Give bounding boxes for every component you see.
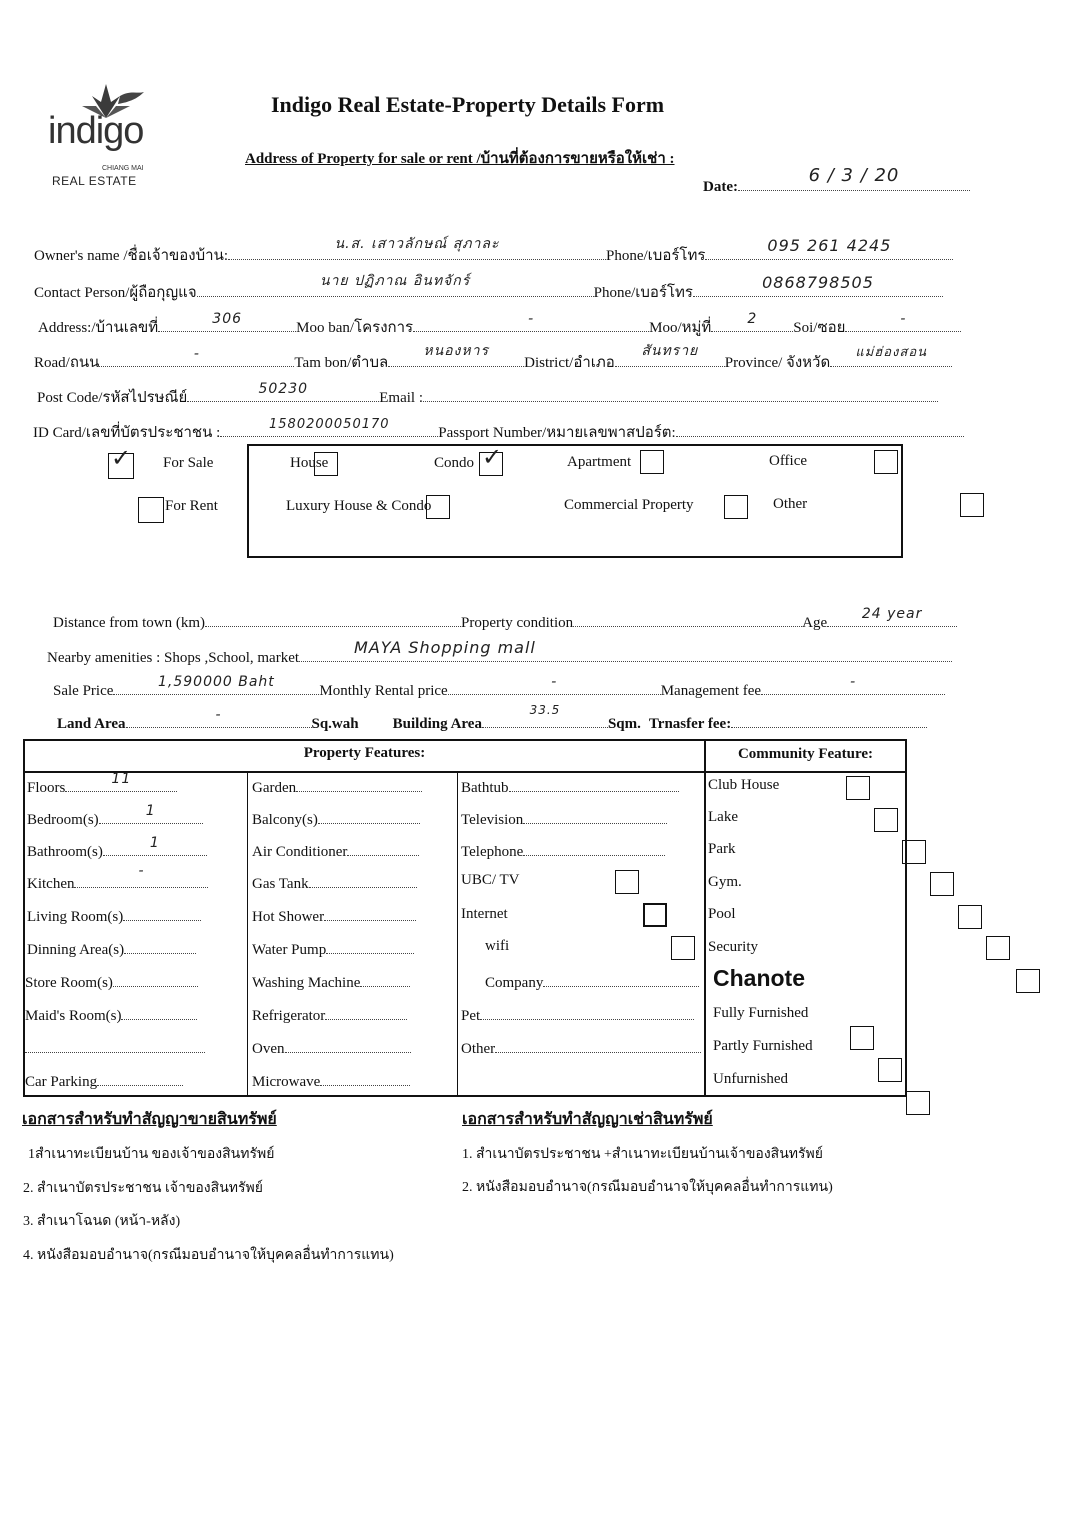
tambon-label: Tam bon/ตำบล [294, 355, 389, 371]
house-label: Address:/บ้านเลขที่ [38, 320, 159, 336]
post-label: Post Code/รหัสไปรษณีย์ [37, 390, 188, 406]
unfurnished-checkbox[interactable] [906, 1091, 930, 1115]
building-value: 33.5 [529, 703, 561, 717]
apartment-type-label: Apartment [567, 454, 632, 470]
logo [46, 80, 166, 190]
logo-line: REAL ESTATE [52, 174, 137, 188]
tambon-field[interactable] [388, 343, 524, 367]
feature-maids-rooms[interactable]: Maid's Room(s) [25, 1005, 197, 1025]
road-label: Road/ถนน [34, 355, 100, 371]
partly-furnished-checkbox[interactable] [878, 1058, 902, 1082]
land-value: - [215, 707, 222, 723]
ubc-tv-checkbox[interactable] [615, 870, 639, 894]
post-field[interactable] [187, 381, 379, 402]
chanote-checkbox[interactable] [1016, 969, 1040, 993]
mgmt-fee-value: - [850, 674, 857, 690]
contact-phone-field[interactable] [693, 273, 943, 297]
feature-other[interactable]: Other [461, 1038, 701, 1058]
feature-company[interactable]: Company [485, 972, 699, 992]
other-checkbox[interactable] [960, 493, 984, 517]
feature-refrigerator[interactable]: Refrigerator [252, 1005, 407, 1025]
land-unit: Sq.wah [311, 716, 359, 732]
amenities-field[interactable] [299, 638, 952, 662]
address-heading: Address of Property for sale or rent /บ้านที่ต้องการขายหรือให้เช่า : [245, 151, 675, 167]
fully-furnished-checkbox[interactable] [850, 1026, 874, 1050]
for-rent-checkbox[interactable] [138, 497, 164, 523]
condo-type-label: Condo [434, 455, 475, 471]
owner-name-value: น.ส. เสาวลักษณ์ สุภาละ [334, 236, 500, 252]
wifi-checkbox[interactable] [671, 936, 695, 960]
feature-car-parking[interactable]: Car Parking [25, 1071, 183, 1091]
condo-checkbox[interactable] [479, 443, 503, 476]
mooban-label: Moo ban/โครงการ [296, 320, 414, 336]
rent-price-field[interactable] [448, 674, 661, 695]
docs-sale-heading: เอกสารสำหรับทำสัญญาขายสินทรัพย์ [22, 1111, 277, 1128]
docs-rent-item-1: 1. สำเนาบัตรประชาชน +สำเนาทะเบียนบ้านเจ้าของสินทรัพย์ [462, 1147, 823, 1162]
pool-checkbox[interactable] [958, 905, 982, 929]
feature-kitchen[interactable]: Kitchen - [27, 873, 208, 893]
feature-water-pump[interactable]: Water Pump [252, 939, 414, 959]
community-features-heading: Community Feature: [737, 746, 874, 762]
check-icon: ✓ [482, 443, 503, 471]
internet-checkbox[interactable] [643, 903, 667, 927]
office-type-label: Office [769, 453, 808, 469]
park-checkbox[interactable] [902, 840, 926, 864]
luxury-type-label: Luxury House & Condo [286, 498, 432, 514]
property-features-heading: Property Features: [303, 745, 426, 761]
logo-city: CHIANG MAI [102, 165, 144, 172]
mgmt-fee-field[interactable] [761, 674, 945, 695]
feature-microwave[interactable]: Microwave [252, 1071, 410, 1091]
community-fully-furnished: Fully Furnished [713, 1005, 809, 1021]
gym-checkbox[interactable] [930, 872, 954, 896]
building-label: Building Area [392, 716, 482, 732]
community-security: Security [708, 939, 758, 955]
land-field[interactable] [126, 707, 312, 728]
docs-sale-item-4: 4. หนังสือมอบอำนาจ(กรณีมอบอำนาจให้บุคคลอื่นทำการแทน) [23, 1248, 394, 1263]
feature-dining-areas[interactable]: Dinning Area(s) [27, 939, 196, 959]
road-row [34, 343, 952, 374]
land-label: Land Area [57, 716, 126, 732]
owner-name-label: Owner's name /ชื่อเจ้าของบ้าน: [34, 248, 228, 264]
post-value: 50230 [258, 381, 309, 397]
club-house-checkbox[interactable] [846, 776, 870, 800]
commercial-type-label: Commercial Property [564, 497, 694, 513]
feature-garden[interactable]: Garden [252, 777, 422, 797]
col3-items [461, 773, 703, 1057]
community-unfurnished: Unfurnished [713, 1071, 788, 1087]
for-sale-checkbox[interactable] [108, 444, 134, 479]
house-value: 306 [212, 311, 243, 327]
check-icon: ✓ [111, 444, 132, 472]
age-label: Age [802, 615, 828, 631]
feature-television[interactable]: Television [461, 809, 667, 829]
owner-row [34, 236, 953, 267]
rent-price-label: Monthly Rental price [319, 683, 448, 699]
email-label: Email : [379, 390, 423, 406]
feature-hot-shower[interactable]: Hot Shower [252, 906, 416, 926]
community-gym: Gym. [708, 874, 742, 890]
date-row [703, 165, 970, 196]
feature-bathtub[interactable]: Bathtub [461, 777, 679, 797]
docs-sale-item-1: 1สำเนาทะเบียนบ้าน ของเจ้าของสินทรัพย์ [28, 1147, 275, 1162]
features-table [23, 739, 916, 1097]
moo-value: 2 [747, 311, 758, 327]
amenities-label: Nearby amenities : Shops ,School, market [47, 650, 300, 666]
feature-blank[interactable] [25, 1038, 205, 1058]
age-value: 24 year [861, 606, 923, 622]
feature-bathrooms[interactable]: Bathroom(s) 1 [27, 841, 207, 861]
col-divider-1 [247, 771, 248, 1097]
col4-items [707, 773, 907, 1087]
contact-label: Contact Person/ผู้ถือกุญแจ [34, 285, 197, 301]
id-value: 1580200050170 [269, 417, 390, 432]
passport-field[interactable] [676, 422, 964, 437]
owner-phone-field[interactable] [705, 236, 953, 260]
feature-oven[interactable]: Oven [252, 1038, 411, 1058]
docs-rent-item-2: 2. หนังสือมอบอำนาจ(กรณีมอบอำนาจให้บุคคลอื่นทำการแทน) [462, 1180, 833, 1195]
docs-sale-item-2: 2. สำเนาบัตรประชาชน เจ้าของสินทรัพย์ [23, 1181, 263, 1196]
date-field[interactable] [738, 165, 970, 191]
id-label: ID Card/เลขที่บัตรประชาชน : [33, 425, 221, 441]
price-row [53, 674, 945, 700]
soi-label: Soi/ซอย [793, 320, 846, 336]
feature-ubc-tv: UBC/ TV [461, 872, 520, 888]
distance-row [53, 606, 957, 632]
distance-label: Distance from town (km) [53, 615, 206, 631]
transfer-label: Trnasfer fee: [648, 716, 732, 732]
rent-price-value: - [551, 674, 558, 690]
contact-phone-value: 0868798505 [762, 273, 874, 292]
contact-value: นาย ปฏิภาณ อินทจักร์ [319, 273, 471, 289]
moo-field[interactable] [711, 311, 793, 332]
feature-floors[interactable]: Floors 11 [27, 777, 177, 797]
feature-pet[interactable]: Pet [461, 1005, 694, 1025]
docs-rent-heading: เอกสารสำหรับทำสัญญาเช่าสินทรัพย์ [462, 1111, 713, 1128]
form-title: Indigo Real Estate-Property Details Form [271, 92, 665, 117]
security-checkbox[interactable] [986, 936, 1010, 960]
post-row [37, 381, 938, 409]
date-value: 6 / 3 / 20 [808, 165, 900, 186]
sale-price-value: 1,590000 Baht [158, 674, 275, 690]
tambon-value: หนองหาร [423, 343, 489, 359]
sale-price-label: Sale Price [53, 683, 114, 699]
community-pool: Pool [708, 906, 736, 922]
date-label: Date: [703, 179, 738, 195]
for-rent-label: For Rent [165, 498, 218, 514]
moo-label: Moo/หมู่ที่ [649, 320, 712, 336]
transfer-field[interactable] [731, 713, 927, 728]
for-sale-label: For Sale [163, 455, 214, 471]
feature-gas-tank[interactable]: Gas Tank [252, 873, 417, 893]
province-field[interactable] [830, 345, 952, 367]
id-field[interactable] [220, 417, 438, 437]
community-park: Park [708, 841, 736, 857]
condition-label: Property condition [461, 615, 574, 631]
feature-washing-machine[interactable]: Washing Machine [252, 972, 410, 992]
district-field[interactable] [615, 343, 725, 367]
feature-air-conditioner[interactable]: Air Conditioner [252, 841, 419, 861]
feature-wifi: wifi [485, 938, 510, 954]
id-row [33, 417, 964, 444]
amenities-row [47, 638, 952, 667]
commercial-checkbox[interactable] [724, 495, 748, 519]
other-type-label: Other [773, 496, 808, 512]
owner-name-field[interactable] [228, 236, 606, 260]
address-row [38, 311, 961, 339]
mooban-value: - [528, 311, 535, 327]
province-label: Province/ จังหวัด [724, 355, 831, 371]
distance-field[interactable] [205, 612, 461, 627]
owner-phone-value: 095 261 4245 [767, 236, 892, 255]
feature-store-rooms[interactable]: Store Room(s) [25, 972, 198, 992]
community-chanote: Chanote [713, 965, 805, 991]
building-unit: Sqm. [607, 716, 641, 732]
building-field[interactable] [482, 703, 608, 728]
community-lake: Lake [708, 809, 738, 825]
passport-label: Passport Number/หมายเลขพาสปอร์ต: [438, 425, 676, 441]
col-divider-2 [457, 771, 458, 1097]
logo-brand: indigo [48, 110, 144, 152]
mgmt-fee-label: Management fee [660, 683, 762, 699]
docs-sale-item-3: 3. สำเนาโฉนด (หน้า-หลัง) [23, 1214, 181, 1229]
contact-row [34, 273, 943, 304]
apartment-checkbox[interactable] [640, 450, 664, 474]
district-label: District/อำเภอ [524, 355, 615, 371]
contact-phone-label: Phone/เบอร์โทร [593, 285, 693, 301]
area-row [57, 703, 927, 733]
condition-field[interactable] [573, 612, 802, 627]
feature-internet: Internet [461, 906, 508, 922]
feature-telephone[interactable]: Telephone [461, 841, 665, 861]
sale-price-field[interactable] [113, 674, 319, 695]
feature-balcony[interactable]: Balcony(s) [252, 809, 420, 829]
mooban-field[interactable] [413, 311, 649, 332]
province-value: แม่ฮ่องสอน [855, 345, 928, 360]
road-field[interactable] [99, 346, 294, 367]
amenities-value: MAYA Shopping mall [354, 638, 536, 657]
feature-bedrooms[interactable]: Bedroom(s) 1 [27, 809, 203, 829]
owner-phone-label: Phone/เบอร์โทร [606, 248, 706, 264]
lake-checkbox[interactable] [874, 808, 898, 832]
email-field[interactable] [423, 387, 938, 402]
age-field[interactable] [827, 606, 957, 627]
soi-field[interactable] [845, 311, 961, 332]
office-checkbox[interactable] [874, 450, 898, 474]
house-type-label: House [290, 455, 329, 471]
district-value: สันทราย [641, 343, 699, 359]
feature-living-rooms[interactable]: Living Room(s) [27, 906, 201, 926]
community-club-house: Club House [708, 777, 780, 793]
contact-field[interactable] [197, 273, 594, 297]
house-field[interactable] [158, 311, 296, 332]
road-value: - [193, 346, 200, 362]
community-partly-furnished: Partly Furnished [713, 1038, 813, 1054]
soi-value: - [900, 311, 907, 327]
